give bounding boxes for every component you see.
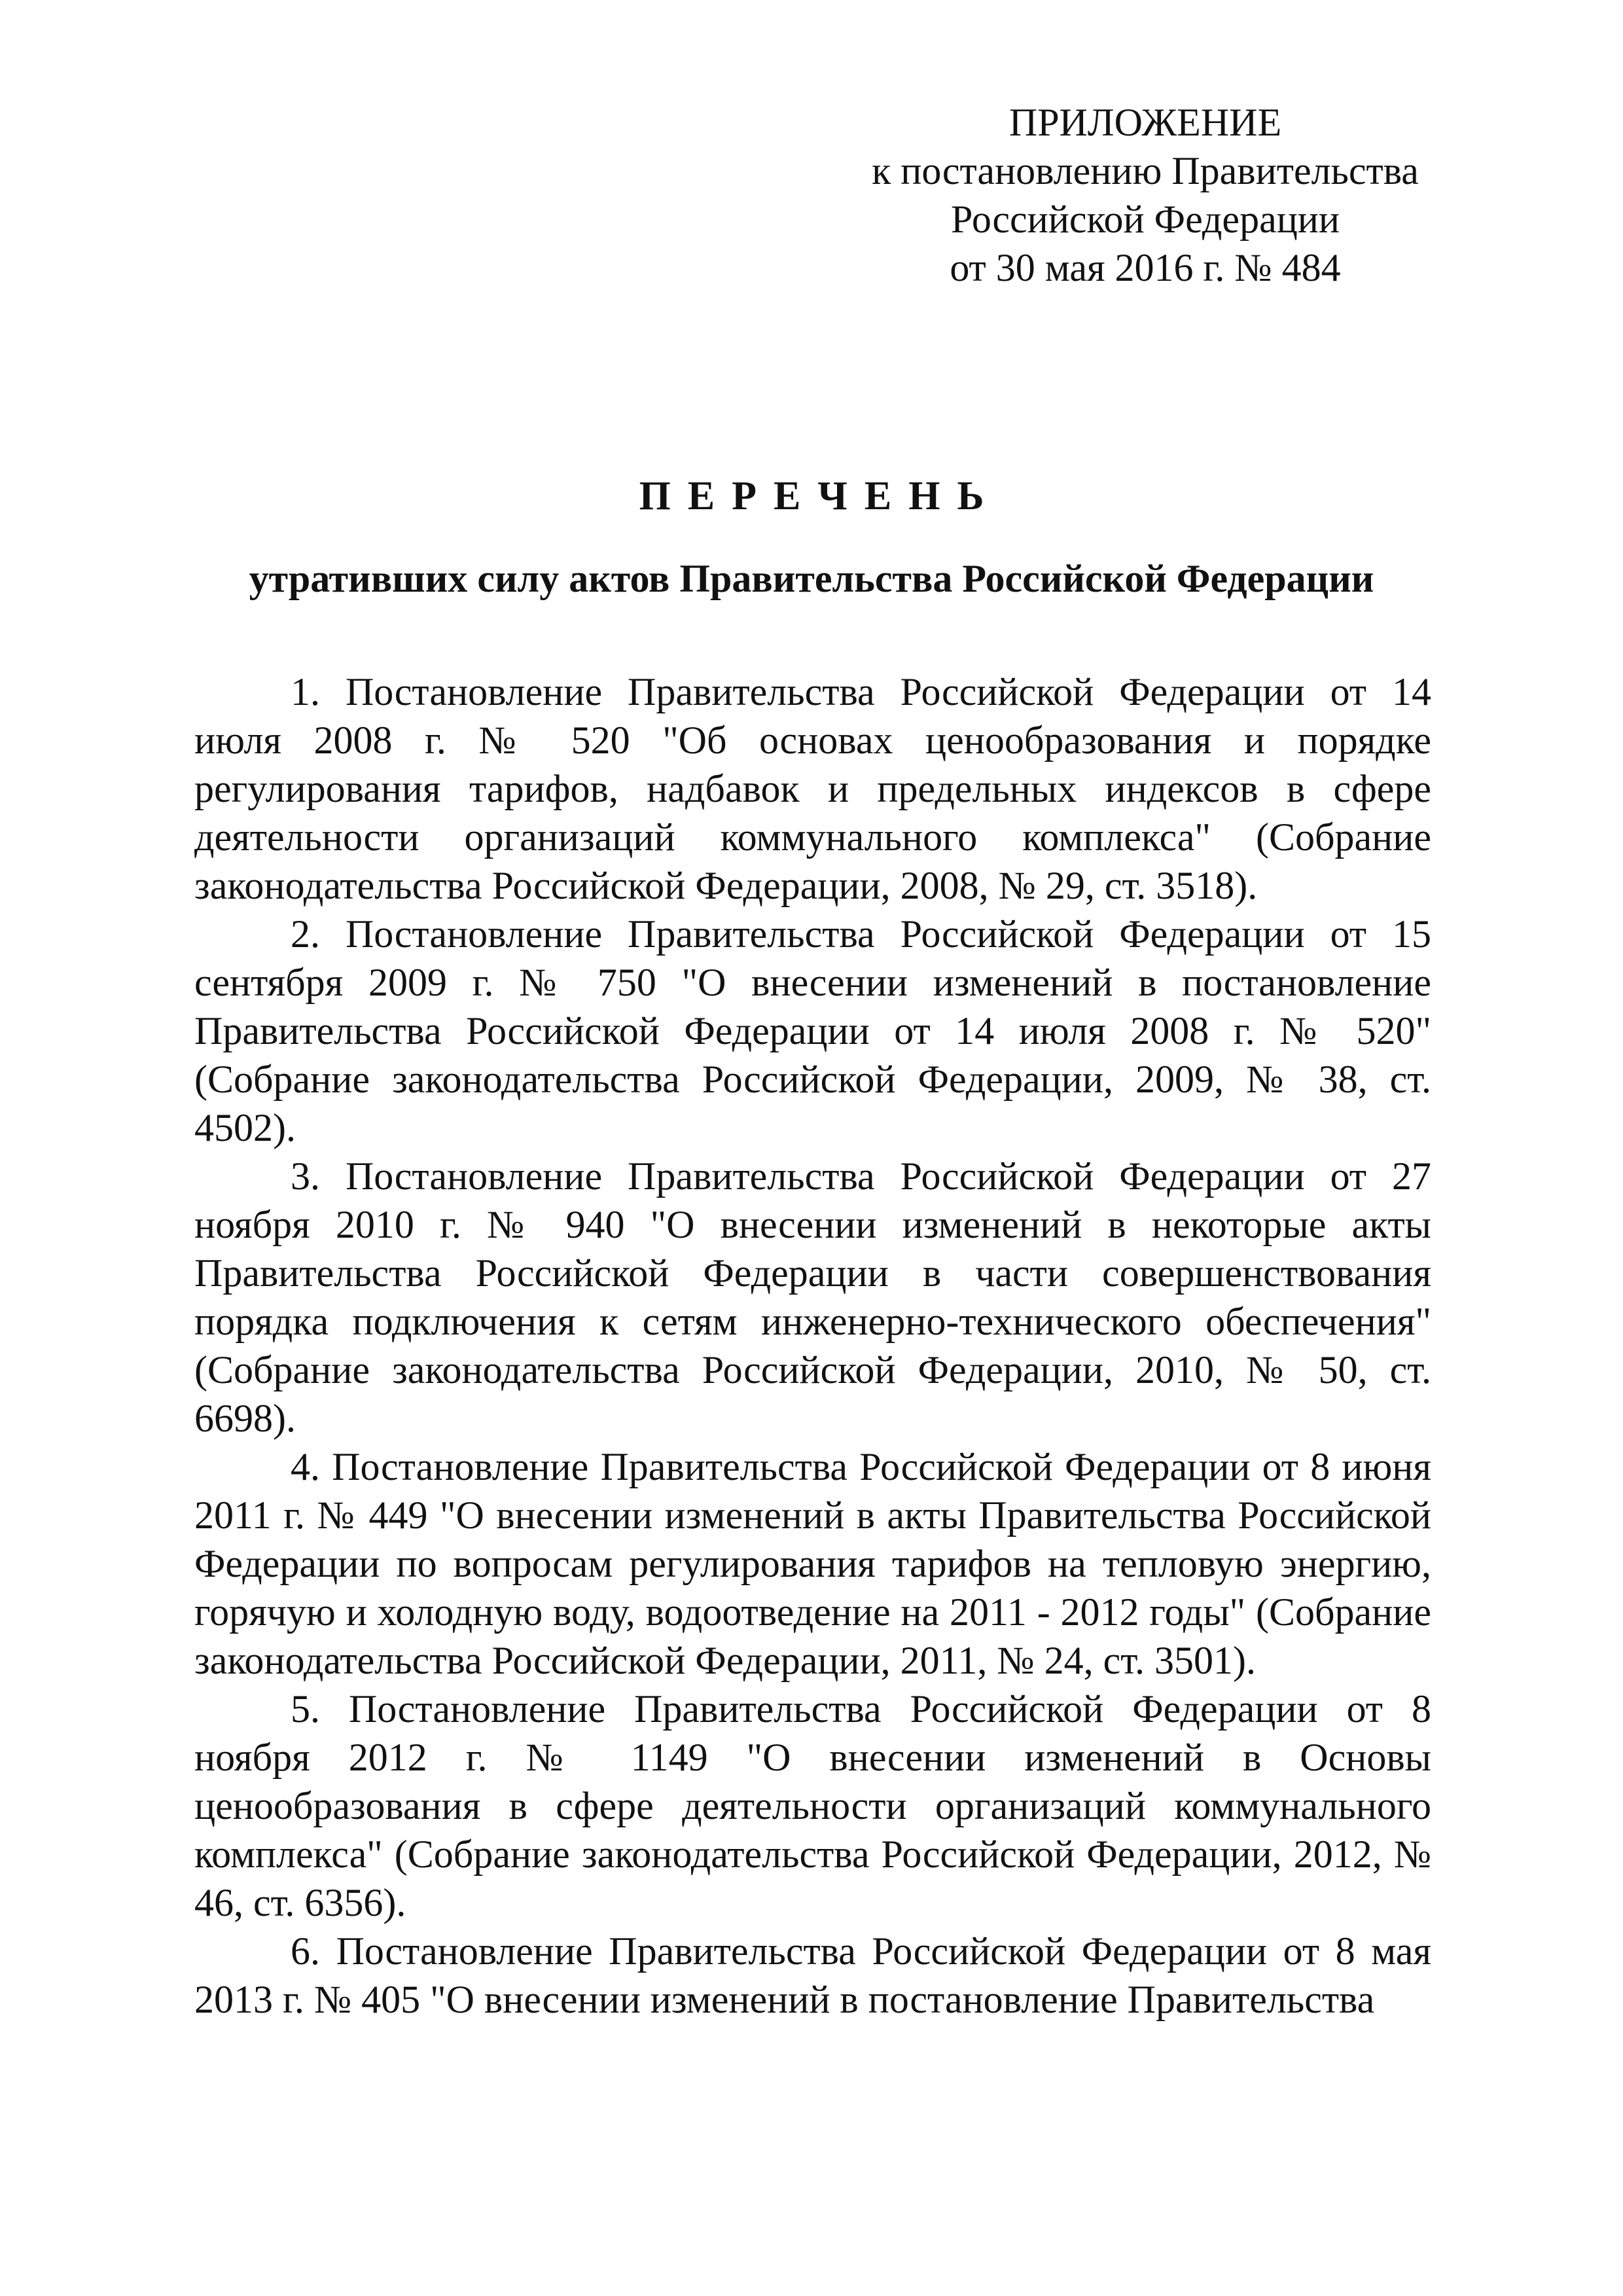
list-item: 6. Постановление Правительства Российской Федерации от 8 мая 2013 г. № 405 "О внесении изменений в постановление Правительства (194, 1929, 1431, 2021)
list-item: 4. Постановление Правительства Российской Федерации от 8 июня 2011 г. № 449 "О внесении изменений в акты Правительства Российской Федерации по вопросам регулирования тарифов на тепловую энергию, горячую и холодную воду, водоотведение на 2011 - 2012 годы" (Собрание законодательства Российской Федерации, 2011, № 24, ст. 3501). (194, 1445, 1431, 1682)
list-item: 1. Постановление Правительства Российской Федерации от 14 июля 2008 г. № 520 "Об основах ценообразования и порядке регулирования тарифов, надбавок и предельных индексов в сфере деятельности организаций коммунального комплекса" (Собрание законодательства Российской Федерации, 2008, № 29, ст. 3518). (194, 670, 1431, 907)
list-item: 3. Постановление Правительства Российской Федерации от 27 ноября 2010 г. № 940 "О внесении изменений в некоторые акты Правительства Российской Федерации в части совершенствования порядка подключения к сетям инженерно-технического обеспечения" (Собрание законодательства Российской Федерации, 2010, № 50, ст. 6698). (194, 1155, 1431, 1440)
appendix-authority: Российской Федерации (950, 198, 1340, 241)
document-title: ПЕРЕЧЕНЬ (639, 474, 1001, 518)
document-heading (0, 470, 1623, 602)
appendix-date-number: от 30 мая 2016 г. № 484 (950, 246, 1341, 289)
appendix-block (851, 98, 1440, 292)
document-subtitle: утративших силу актов Правительства Российской Федерации (249, 557, 1374, 600)
list-item: 2. Постановление Правительства Российской Федерации от 15 сентября 2009 г. № 750 "О внесении изменений в постановление Правительства Российской Федерации от 14 июля 2008 г. № 520" (Собрание законодательства Российской Федерации, 2009, № 38, ст. 4502). (194, 912, 1431, 1149)
acts-list (194, 668, 1431, 2024)
appendix-reference: к постановлению Правительства (872, 149, 1419, 192)
list-item: 5. Постановление Правительства Российской Федерации от 8 ноября 2012 г. № 1149 "О внесении изменений в Основы ценообразования в сфере деятельности организаций коммунального комплекса" (Собрание законодательства Российской Федерации, 2012, № 46, ст. 6356). (194, 1687, 1431, 1924)
appendix-label: ПРИЛОЖЕНИЕ (1008, 101, 1282, 144)
